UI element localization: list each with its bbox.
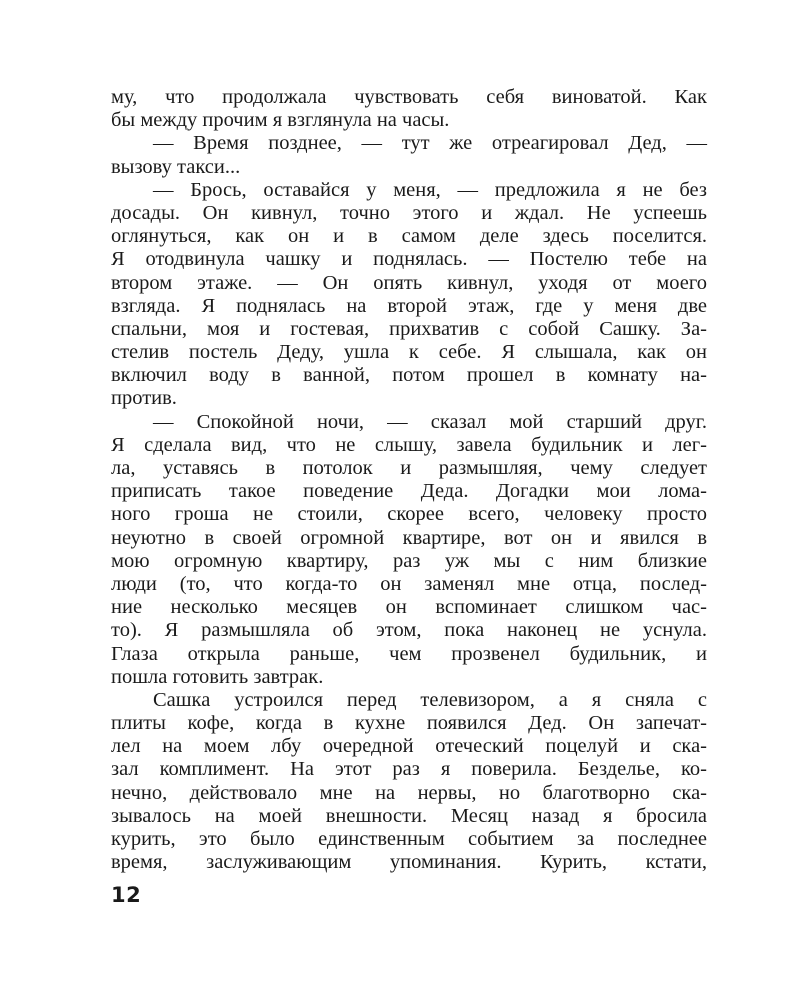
text-line: Я сделала вид, что не слышу, завела будильник и лег- [111, 433, 707, 456]
text-line: лел на моем лбу очередной отеческий поцелуй и ска- [111, 735, 707, 758]
text-line: мою огромную квартиру, раз уж мы с ним близкие [111, 549, 707, 572]
text-line: втором этаже. — Он опять кивнул, уходя от моего [111, 271, 707, 294]
text-line: спальни, моя и гостевая, прихватив с собой Сашку. За- [111, 317, 707, 340]
text-line: бы между прочим я взглянула на часы. [111, 109, 450, 132]
text-line: оглянуться, как он и в самом деле здесь поселится. [111, 225, 707, 248]
text-line: му, что продолжала чувствовать себя виноватой. Как [111, 86, 707, 108]
text-line: зывалось на моей внешности. Месяц назад я бросила [111, 804, 707, 827]
text-line: взгляда. Я поднялась на второй этаж, где у меня две [111, 294, 707, 317]
text-line: против. [111, 387, 177, 410]
text-line: — Спокойной ночи, — сказал мой старший друг. [153, 410, 707, 433]
text-line: Я отодвинула чашку и поднялась. — Постелю тебе на [111, 248, 707, 271]
text-line: нечно, действовало мне на нервы, но благотворно ска- [111, 781, 707, 804]
text-line: ла, уставясь в потолок и размышляя, чему следует [111, 457, 707, 479]
text-line: то). Я размышляла об этом, пока наконец не уснула. [111, 619, 707, 642]
text-line: неуютно в своей огромной квартире, вот он и явился в [111, 526, 707, 549]
text-line: пошла готовить завтрак. [111, 665, 324, 688]
text-line: вызову такси... [111, 155, 241, 178]
text-line: — Брось, оставайся у меня, — предложила я не без [153, 178, 707, 201]
text-line: зал комплимент. На этот раз я поверила. Безделье, ко- [111, 758, 707, 781]
text-line: — Время позднее, — тут же отреагировал Дед, — [153, 132, 707, 155]
text-line: плиты кофе, когда в кухне появился Дед. Он запечат- [111, 712, 707, 735]
text-line: приписать такое поведение Деда. Догадки мои лома- [111, 480, 707, 503]
text-line: курить, это было единственным событием за последнее [111, 828, 707, 850]
text-line: время, заслуживающим упоминания. Курить, кстати, [111, 851, 707, 874]
text-line: досады. Он кивнул, точно этого и ждал. Не успеешь [111, 201, 707, 224]
page-number: 12 [111, 883, 142, 907]
text-line: ного гроша не стоили, скорее всего, человеку просто [111, 503, 707, 526]
text-line: люди (то, что когда-то он заменял мне отца, послед- [111, 572, 707, 595]
text-line: Глаза открыла раньше, чем прозвенел будильник, и [111, 642, 707, 665]
body-text [111, 86, 707, 874]
text-line: стелив постель Деду, ушла к себе. Я слышала, как он [111, 341, 707, 364]
text-line: включил воду в ванной, потом прошел в комнату на- [111, 364, 707, 387]
text-line: ние несколько месяцев он вспоминает слишком час- [111, 596, 707, 619]
text-line: Сашка устроился перед телевизором, а я сняла с [153, 688, 707, 711]
